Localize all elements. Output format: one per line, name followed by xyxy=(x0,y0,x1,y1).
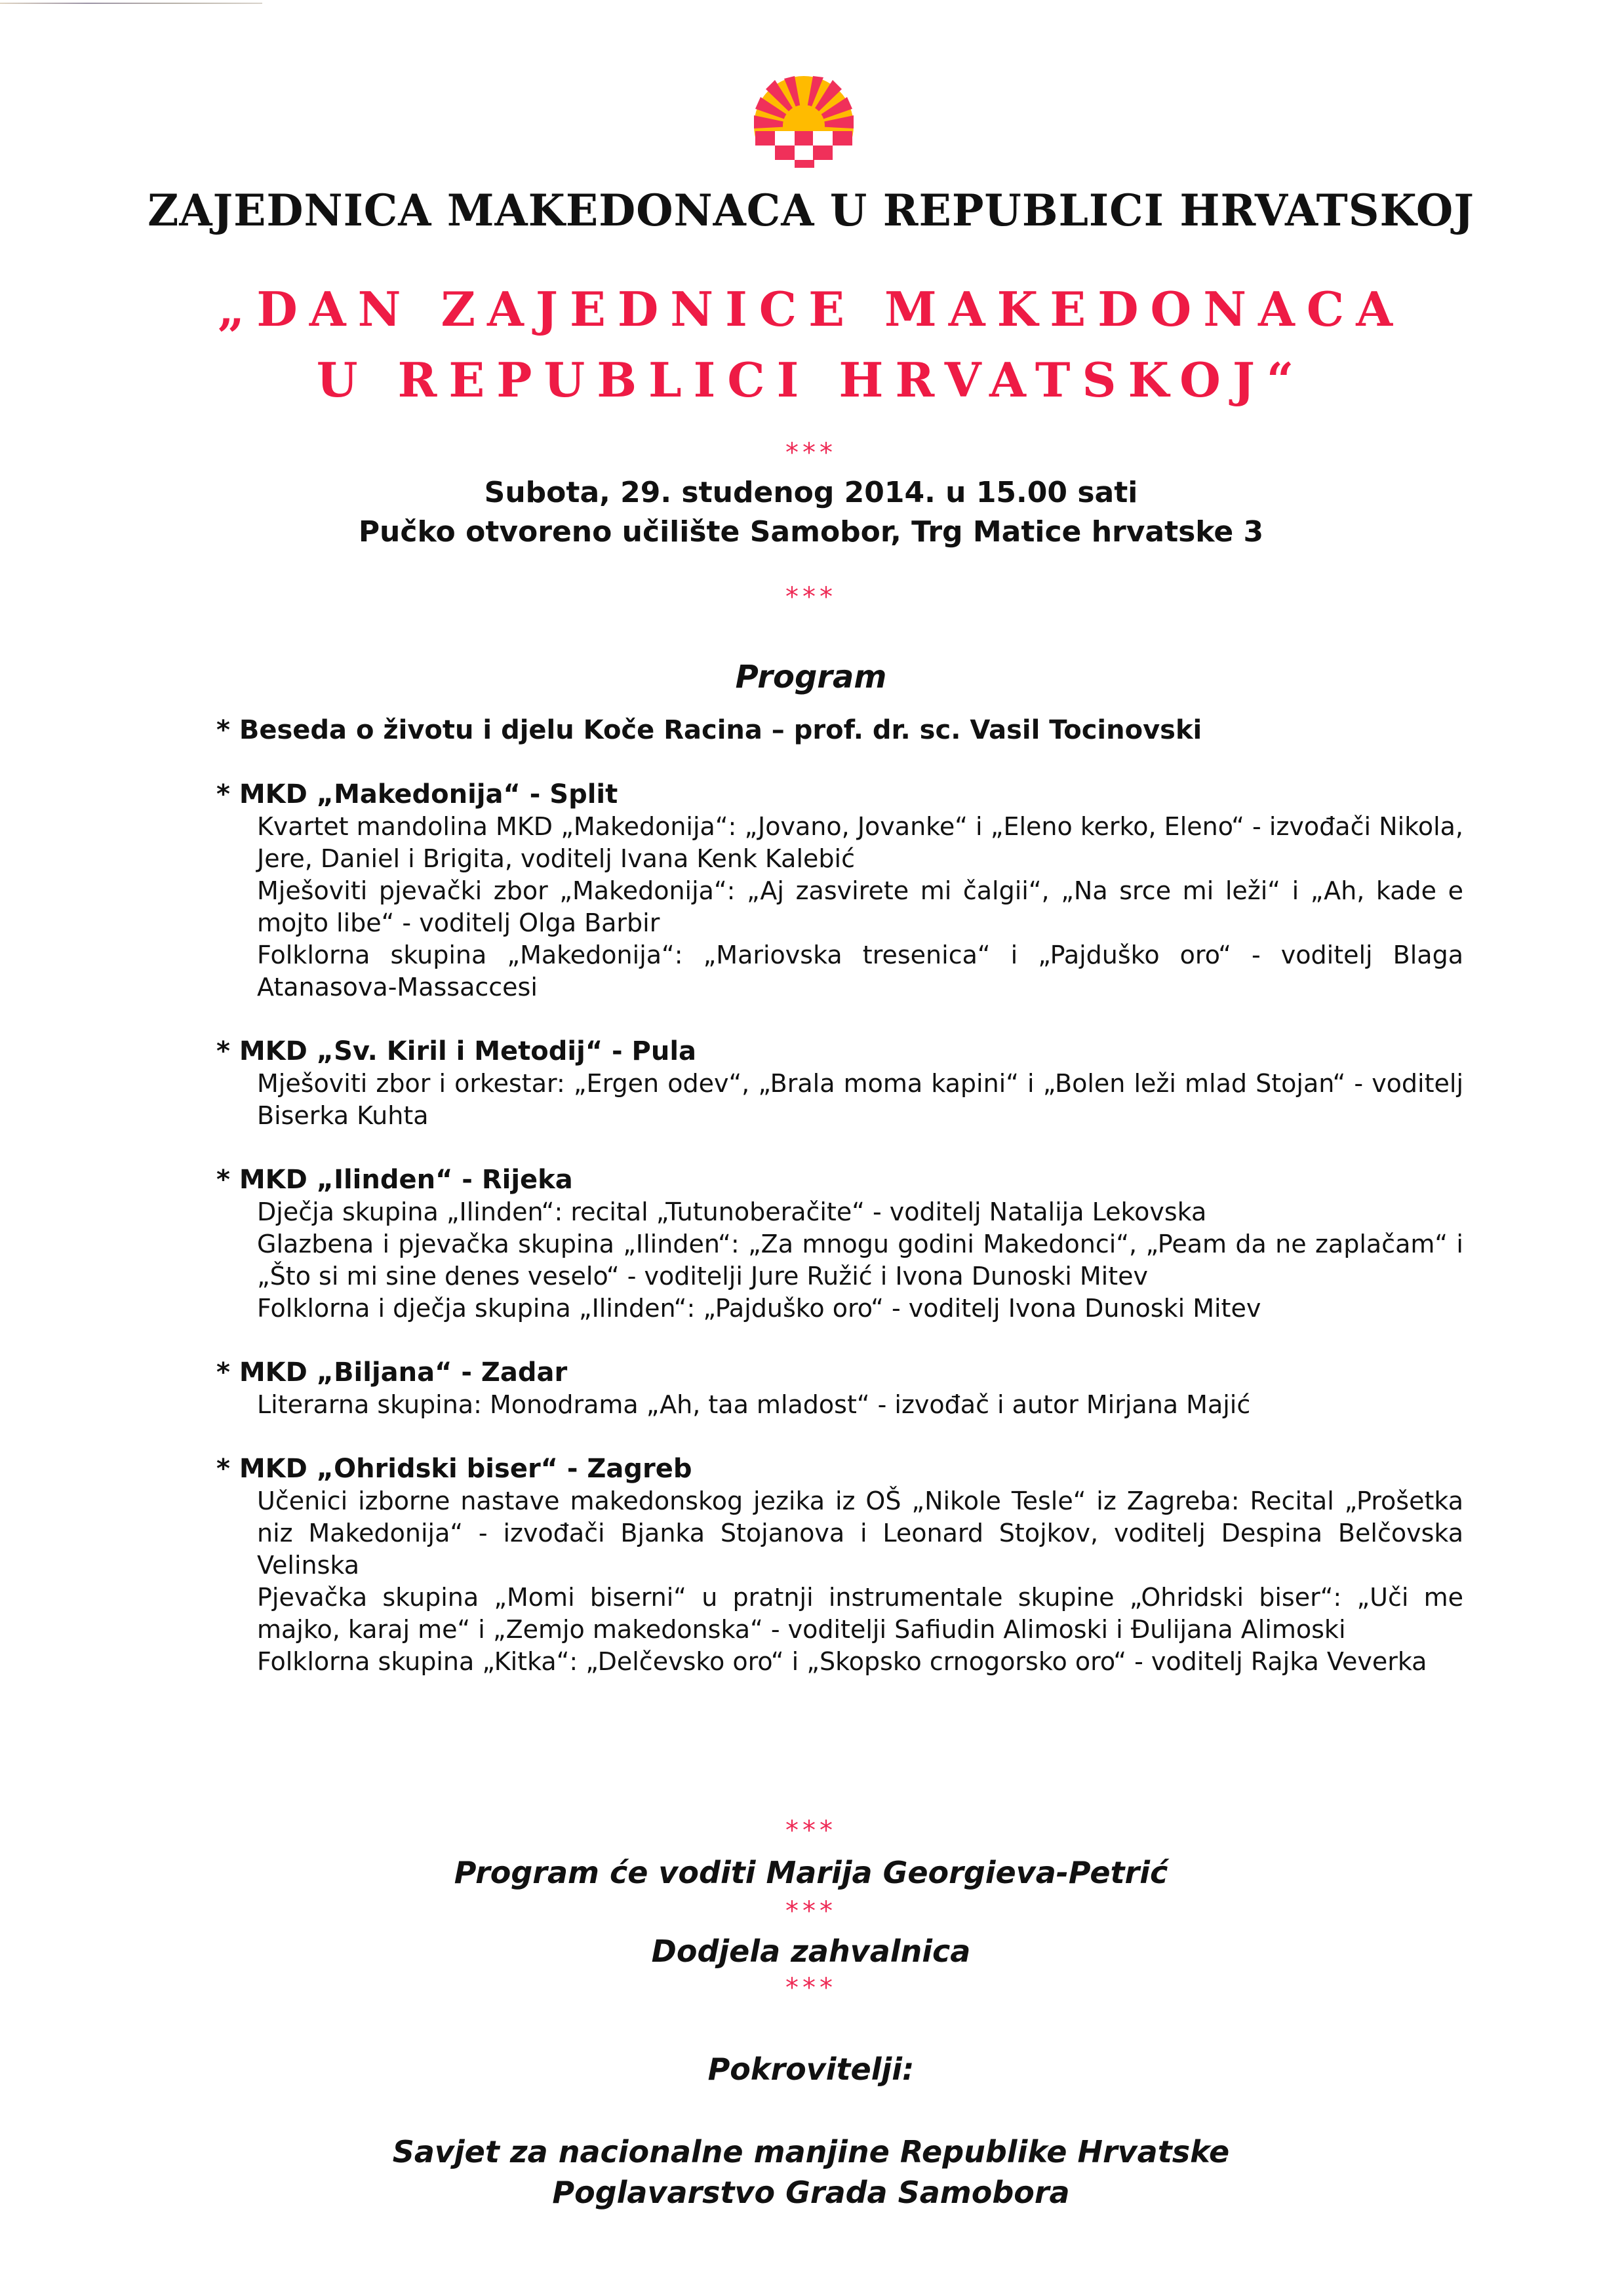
event-date-time: Subota, 29. studenog 2014. u 15.00 sati xyxy=(484,476,1138,509)
sponsor: Savjet za nacionalne manjine Republike Hrvatske xyxy=(392,2134,1230,2170)
organization-name: ZAJEDNICA MAKEDONACA U REPUBLICI HRVATSKOJ xyxy=(148,185,1474,236)
program-item-heading: * Beseda o životu i djelu Koče Racina – prof. dr. sc. Vasil Tocinovski xyxy=(216,715,1202,745)
program-item xyxy=(216,1036,1462,1132)
program-host: Program će voditi Marija Georgieva-Petrić xyxy=(454,1855,1168,1890)
separator-stars: *** xyxy=(785,582,837,612)
program-item-heading: * MKD „Ilinden“ - Rijeka xyxy=(216,1165,573,1195)
program-item-performance: Glazbena i pjevačka skupina „Ilinden“: „Za mnogu godini Makedonci“, „Peam da ne zaplačam“ i „Što si mi sine denes veselo“ - voditelji Jure Ružić i Ivona Dunoski Mitev xyxy=(257,1230,1463,1291)
program-item-performance: Folklorna skupina „Makedonija“: „Mariovska tresenica“ i „Pajduško oro“ - voditelj Blaga Atanasova-Massaccesi xyxy=(257,941,1463,1002)
sponsors-heading: Pokrovitelji: xyxy=(707,2052,915,2087)
event-info xyxy=(0,473,1622,552)
program-item-heading: * MKD „Sv. Kiril i Metodij“ - Pula xyxy=(216,1036,697,1066)
separator-stars: *** xyxy=(785,1816,837,1846)
event-title-line-1: „DAN ZAJEDNICE MAKEDONACA xyxy=(217,281,1405,337)
program-item-performance: Pjevačka skupina „Momi biserni“ u pratnji instrumentale skupine „Ohridski biser“: „Uči me majko, karaj me“ i „Zemjo makedonska“ - voditelji Safiudin Alimoski i Đulijana Alimoski xyxy=(257,1583,1463,1644)
separator-stars: *** xyxy=(785,1973,837,2003)
event-title xyxy=(0,274,1622,416)
program-item xyxy=(216,714,1462,747)
program-item-heading: * MKD „Makedonija“ - Split xyxy=(216,779,618,809)
organization-logo-icon xyxy=(751,63,856,168)
program-item-performance: Dječja skupina „Ilinden“: recital „Tutunoberačite“ - voditelj Natalija Lekovska xyxy=(257,1197,1207,1226)
program-item-heading: * MKD „Biljana“ - Zadar xyxy=(216,1357,568,1388)
program-item-performance: Kvartet mandolina MKD „Makedonija“: „Jovano, Jovanke“ i „Eleno kerko, Eleno“ - izvođači Nikola, Jere, Daniel i Brigita, voditelj Ivana Kenk Kalebić xyxy=(257,812,1463,873)
program-item-performance: Mješoviti pjevački zbor „Makedonija“: „Aj zasvirete mi čalgii“, „Na srce mi leži“ i „Ah, kade e mojto libe“ - voditelj Olga Barbir xyxy=(257,876,1463,937)
sponsors-list xyxy=(0,2131,1622,2213)
awards-line: Dodjela zahvalnica xyxy=(651,1934,971,1969)
separator-stars: *** xyxy=(785,1896,837,1926)
program-item xyxy=(216,779,1462,1003)
event-title-line-2: U REPUBLICI HRVATSKOJ“ xyxy=(316,352,1306,408)
program-item xyxy=(216,1357,1462,1421)
event-venue: Pučko otvoreno učilište Samobor, Trg Matice hrvatske 3 xyxy=(358,515,1264,549)
separator-stars: *** xyxy=(785,438,837,468)
sponsor: Poglavarstvo Grada Samobora xyxy=(552,2175,1070,2210)
program-item-performance: Mješoviti zbor i orkestar: „Ergen odev“, „Brala moma kapini“ i „Bolen leži mlad Stojan“ - voditelj Biserka Kuhta xyxy=(257,1069,1463,1130)
program-item-performance: Učenici izborne nastave makedonskog jezika iz OŠ „Nikole Tesle“ iz Zagreba: Recital „Prošetka niz Makedonija“ - izvođači Bjanka Stojanova i Leonard Stojkov, voditelj Despina Belčovska Velinska xyxy=(257,1487,1463,1580)
program-heading: Program xyxy=(735,659,887,695)
scan-edge-line xyxy=(0,3,262,4)
program-item-performance: Folklorna i dječja skupina „Ilinden“: „Pajduško oro“ - voditelj Ivona Dunoski Mitev xyxy=(257,1294,1261,1323)
program-list xyxy=(216,714,1462,1710)
program-item-performance: Literarna skupina: Monodrama „Ah, taa mladost“ - izvođač i autor Mirjana Majić xyxy=(257,1390,1251,1419)
program-item xyxy=(216,1164,1462,1325)
program-item-heading: * MKD „Ohridski biser“ - Zagreb xyxy=(216,1454,692,1484)
program-item-performance: Folklorna skupina „Kitka“: „Delčevsko oro“ i „Skopsko crnogorsko oro“ - voditelj Rajka Veverka xyxy=(257,1647,1427,1676)
program-item xyxy=(216,1453,1462,1678)
